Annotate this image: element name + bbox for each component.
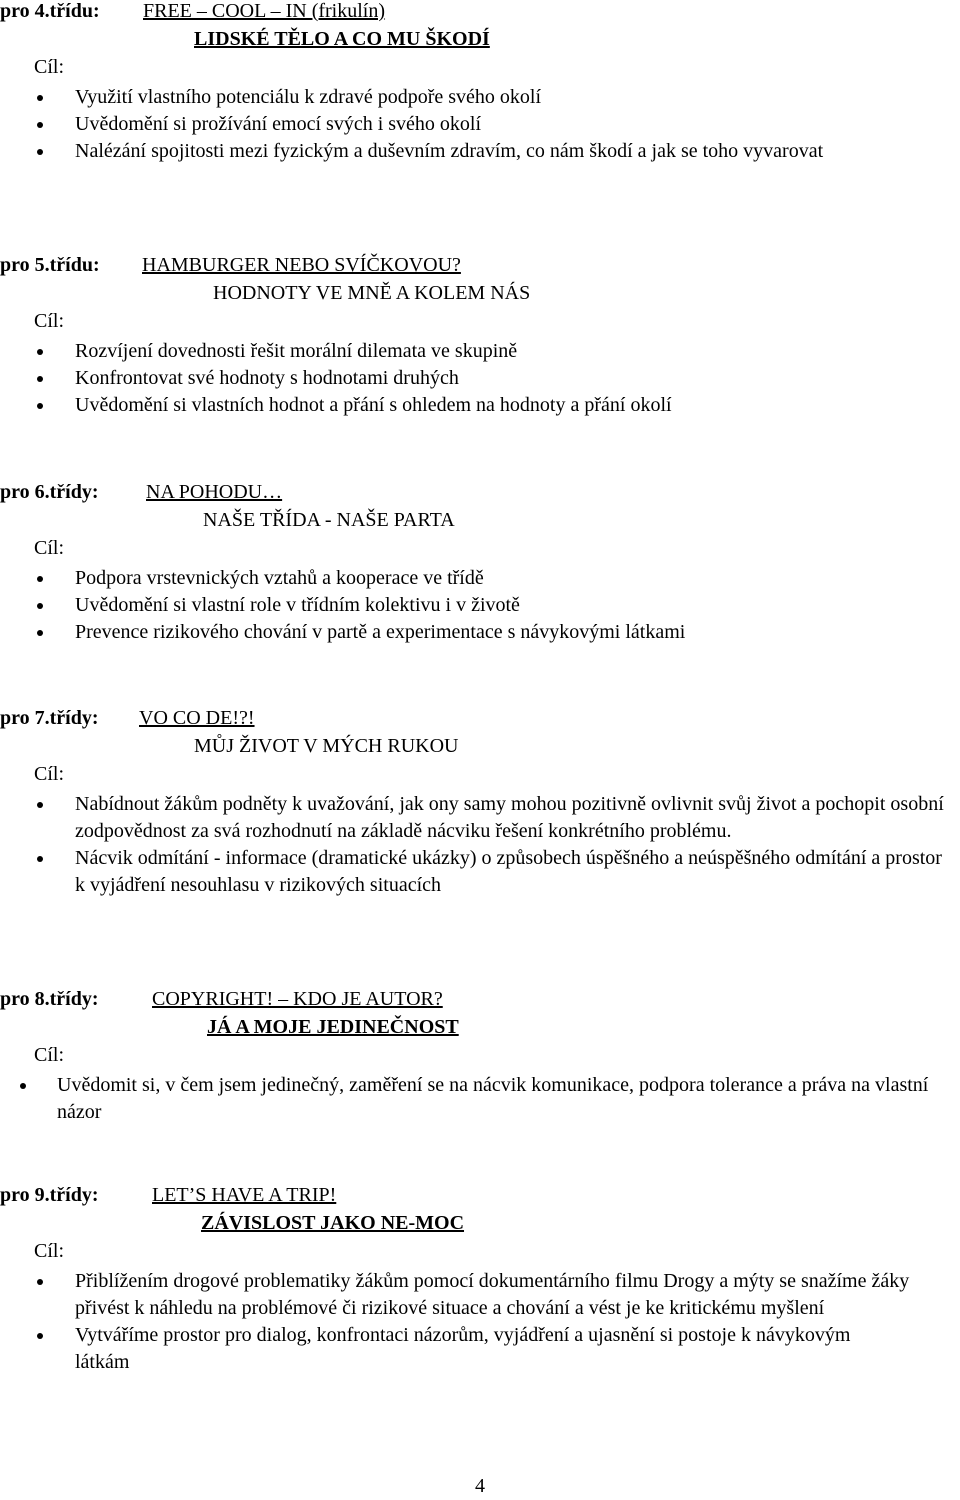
goal-list xyxy=(0,1072,960,1126)
bullet-icon xyxy=(37,630,43,636)
bullet-icon xyxy=(37,349,43,355)
goal-label: Cíl: xyxy=(34,763,65,785)
list-item: Uvědomění si vlastních hodnot a přání s ohledem na hodnoty a přání okolí xyxy=(0,392,960,419)
grade-label: pro 9.třídy: xyxy=(0,1184,99,1206)
goal-label: Cíl: xyxy=(34,537,65,559)
bullet-icon xyxy=(37,1333,43,1339)
bullet-icon xyxy=(37,576,43,582)
program-subtitle: JÁ A MOJE JEDINEČNOST xyxy=(207,1016,459,1038)
page-number: 4 xyxy=(475,1475,485,1497)
bullet-icon xyxy=(37,122,43,128)
goal-label: Cíl: xyxy=(34,56,65,78)
program-title: COPYRIGHT! – KDO JE AUTOR? xyxy=(152,988,443,1010)
goal-label: Cíl: xyxy=(34,1240,65,1262)
program-subtitle: ZÁVISLOST JAKO NE-MOC xyxy=(201,1212,465,1234)
list-item: Uvědomění si prožívání emocí svých i svého okolí xyxy=(0,111,960,138)
list-item: Nácvik odmítání - informace (dramatické ukázky) o způsobech úspěšného a neúspěšného odmítání a prostor k vyjádření nesouhlasu v rizikových situacích xyxy=(0,845,960,899)
bullet-icon xyxy=(37,376,43,382)
list-item: Uvědomění si vlastní role v třídním kolektivu i v životě xyxy=(0,592,960,619)
program-subtitle: LIDSKÉ TĚLO A CO MU ŠKODÍ xyxy=(194,28,490,50)
bullet-icon xyxy=(20,1083,26,1089)
program-title: NA POHODU… xyxy=(146,481,283,503)
grade-label: pro 4.třídu: xyxy=(0,0,100,22)
program-title: HAMBURGER NEBO SVÍČKOVOU? xyxy=(142,254,461,276)
grade-label: pro 6.třídy: xyxy=(0,481,99,503)
goal-list xyxy=(0,84,960,165)
bullet-icon xyxy=(37,856,43,862)
program-title: VO CO DE!?! xyxy=(139,707,255,729)
list-item: Konfrontovat své hodnoty s hodnotami druhých xyxy=(0,365,960,392)
bullet-icon xyxy=(37,603,43,609)
goal-list xyxy=(0,791,960,899)
goal-label: Cíl: xyxy=(34,1044,65,1066)
goal-label: Cíl: xyxy=(34,310,65,332)
program-subtitle: NAŠE TŘÍDA - NAŠE PARTA xyxy=(203,509,455,531)
bullet-icon xyxy=(37,149,43,155)
goal-list xyxy=(0,338,960,419)
grade-label: pro 5.třídu: xyxy=(0,254,100,276)
grade-label: pro 7.třídy: xyxy=(0,707,99,729)
list-item: Nalézání spojitosti mezi fyzickým a duševním zdravím, co nám škodí a jak se toho vyvarovat xyxy=(0,138,960,165)
grade-label: pro 8.třídy: xyxy=(0,988,99,1010)
program-subtitle: HODNOTY VE MNĚ A KOLEM NÁS xyxy=(213,282,531,304)
list-item: Nabídnout žákům podněty k uvažování, jak ony samy mohou pozitivně ovlivnit svůj život a pochopit osobní zodpovědnost za svá rozhodnutí na základě nácviku řešení konkrétního problému. xyxy=(0,791,960,845)
bullet-icon xyxy=(37,1279,43,1285)
list-item: Využití vlastního potenciálu k zdravé podpoře svého okolí xyxy=(0,84,960,111)
list-item: Podpora vrstevnických vztahů a kooperace ve třídě xyxy=(0,565,960,592)
goal-list xyxy=(0,565,960,646)
list-item: Prevence rizikového chování v partě a experimentace s návykovými látkami xyxy=(0,619,960,646)
program-title: FREE – COOL – IN (frikulín) xyxy=(143,0,386,22)
goal-list xyxy=(0,1268,960,1376)
list-item: Vytváříme prostor pro dialog, konfrontaci názorům, vyjádření a ujasnění si postoje k návykovým látkám xyxy=(0,1322,960,1376)
list-item: Rozvíjení dovednosti řešit morální dilemata ve skupině xyxy=(0,338,960,365)
program-subtitle: MŮJ ŽIVOT V MÝCH RUKOU xyxy=(194,735,459,757)
bullet-icon xyxy=(37,95,43,101)
bullet-icon xyxy=(37,403,43,409)
program-title: LET’S HAVE A TRIP! xyxy=(152,1184,337,1206)
list-item: Uvědomit si, v čem jsem jedinečný, zaměření se na nácvik komunikace, podpora tolerance a práva na vlastní názor xyxy=(0,1072,960,1126)
list-item: Přiblížením drogové problematiky žákům pomocí dokumentárního filmu Drogy a mýty se snažíme žáky přivést k náhledu na problémové či rizikové situace a chování a vést je ke kritickému myšlení xyxy=(0,1268,960,1322)
bullet-icon xyxy=(37,802,43,808)
